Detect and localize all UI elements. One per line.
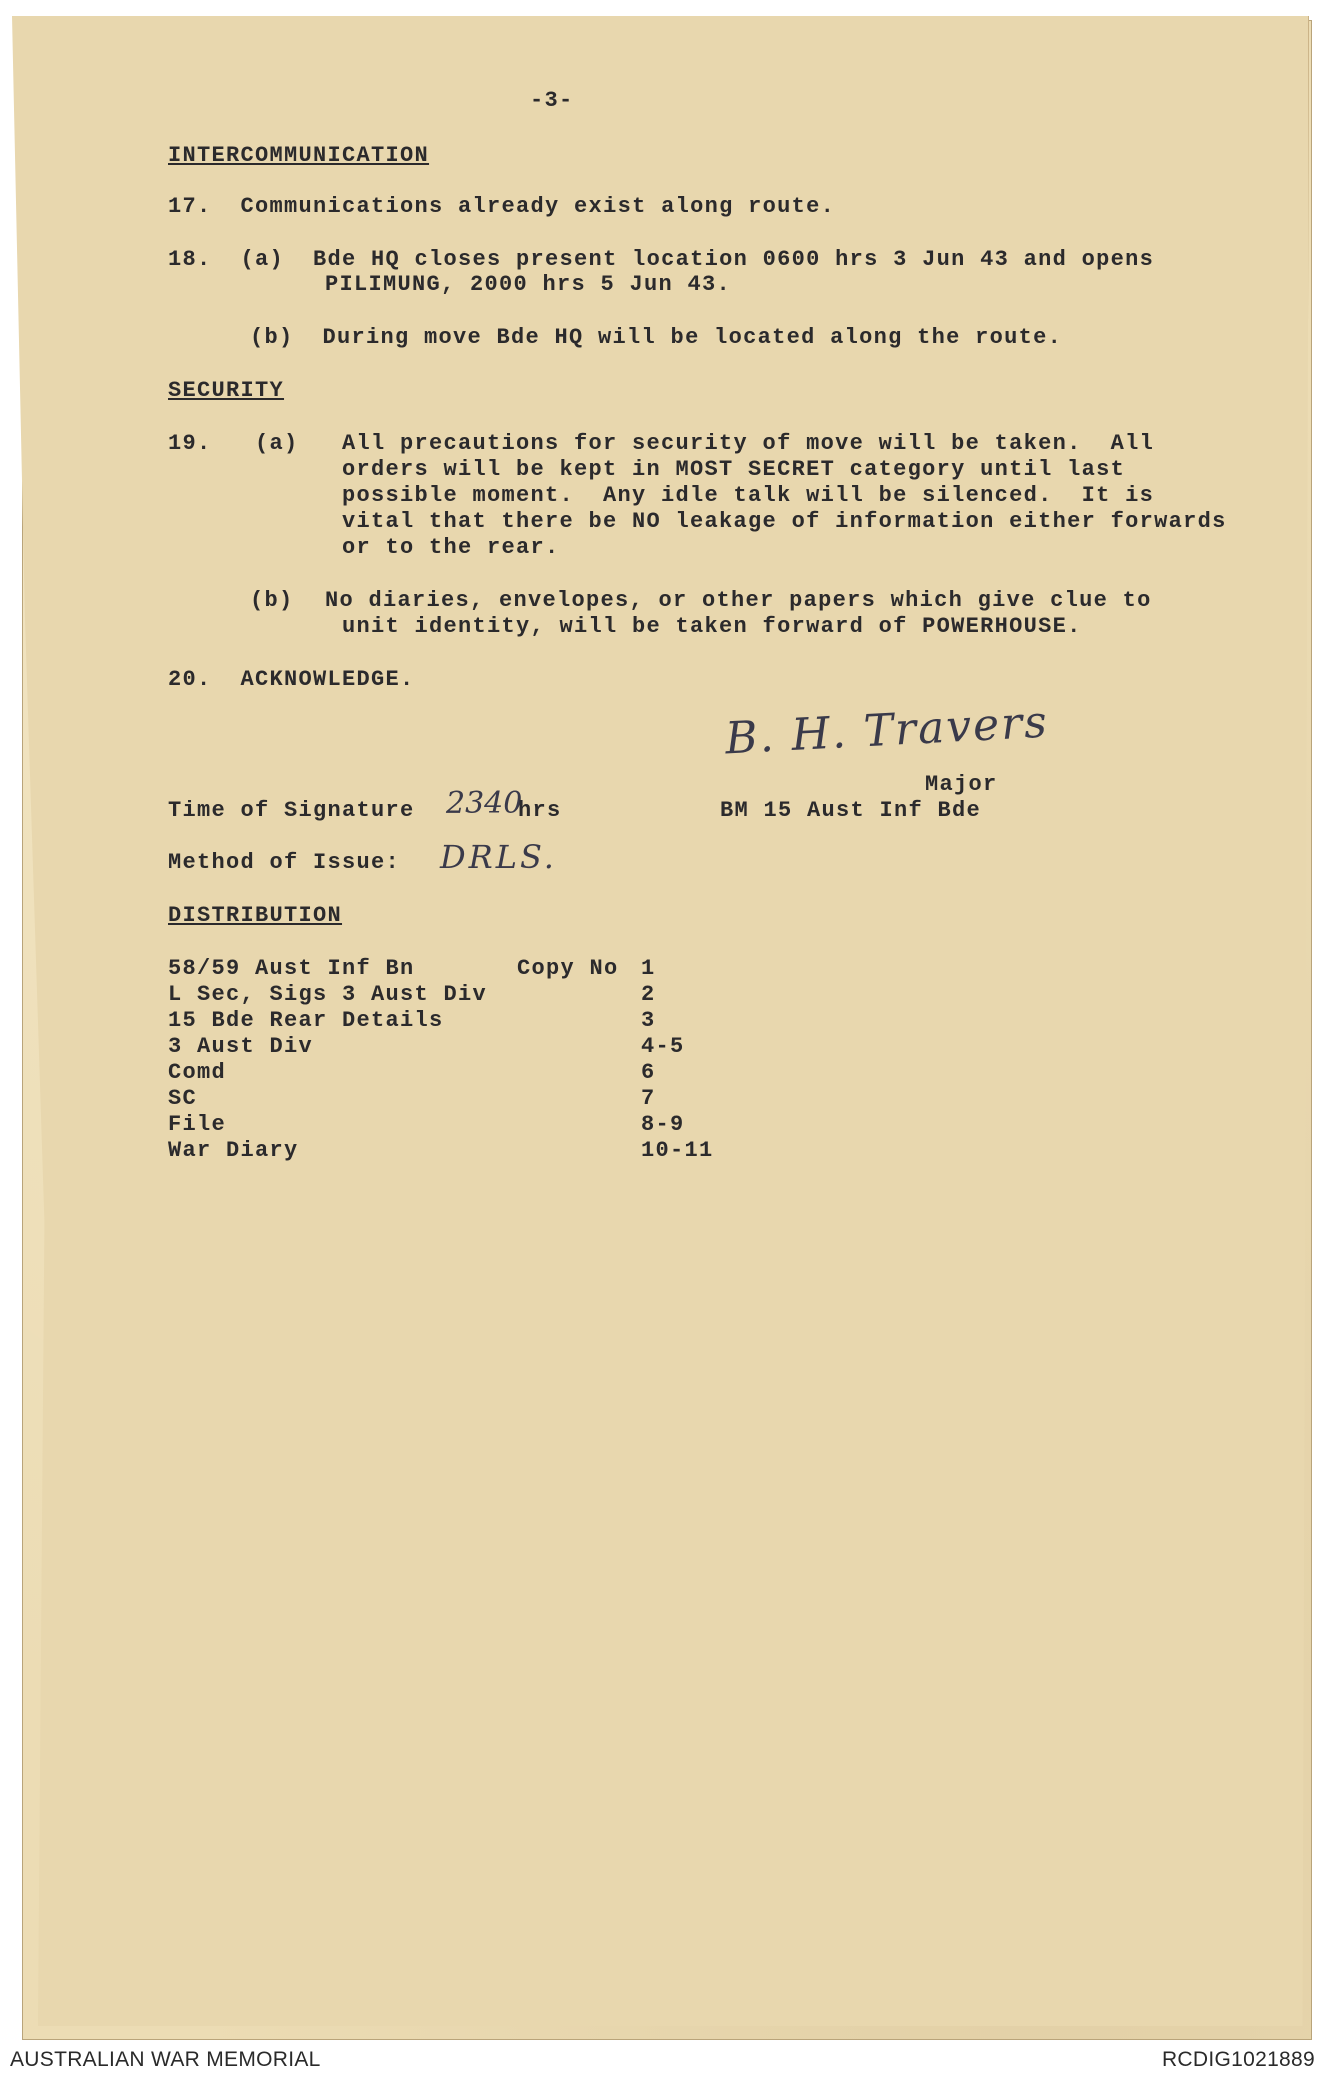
- heading-intercommunication: INTERCOMMUNICATION: [168, 143, 430, 168]
- time-of-signature-suffix: hrs: [518, 798, 562, 823]
- distribution-copy: 6: [641, 1060, 656, 1085]
- archive-credit: AUSTRALIAN WAR MEMORIAL: [10, 2048, 321, 2071]
- distribution-copy: 10-11: [641, 1138, 714, 1163]
- distribution-copy: 8-9: [641, 1112, 685, 1137]
- paragraph-17: 17. Communications already exist along route.: [168, 194, 836, 219]
- distribution-unit: L Sec, Sigs 3 Aust Div: [168, 982, 488, 1007]
- distribution-copy: 4-5: [641, 1034, 685, 1059]
- distribution-copy: 2: [641, 982, 656, 1007]
- paragraph-19b-number: (b): [250, 588, 294, 613]
- page-number: -3-: [530, 88, 574, 113]
- paragraph-19b-line-1: No diaries, envelopes, or other papers which give clue to: [325, 588, 1152, 613]
- paragraph-19a-line-2: orders will be kept in MOST SECRET category until last: [342, 457, 1126, 482]
- paragraph-19b-line-2: unit identity, will be taken forward of POWERHOUSE.: [342, 614, 1082, 639]
- distribution-unit: 3 Aust Div: [168, 1034, 314, 1059]
- paragraph-19a-number: 19. (a): [168, 431, 299, 456]
- paragraph-19a-line-3: possible moment. Any idle talk will be silenced. It is: [342, 483, 1155, 508]
- paragraph-18a-line-2: PILIMUNG, 2000 hrs 5 Jun 43.: [325, 272, 732, 297]
- heading-distribution: DISTRIBUTION: [168, 903, 343, 928]
- distribution-unit: War Diary: [168, 1138, 299, 1163]
- method-of-issue-label: Method of Issue:: [168, 850, 401, 875]
- distribution-copy: 3: [641, 1008, 656, 1033]
- signatory-title: BM 15 Aust Inf Bde: [720, 798, 982, 823]
- method-of-issue-value: DRLS.: [440, 838, 557, 876]
- paragraph-19a-line-5: or to the rear.: [342, 535, 560, 560]
- paragraph-18b: (b) During move Bde HQ will be located along the route.: [250, 325, 1063, 350]
- distribution-unit: SC: [168, 1086, 198, 1111]
- heading-security: SECURITY: [168, 378, 285, 403]
- time-of-signature-value: 2340: [446, 786, 523, 821]
- paragraph-18a-line-1: 18. (a) Bde HQ closes present location 0600 hrs 3 Jun 43 and opens: [168, 247, 1155, 272]
- distribution-unit: Comd: [168, 1060, 227, 1085]
- distribution-copy: 7: [641, 1086, 656, 1111]
- distribution-copy: 1: [641, 956, 656, 981]
- paragraph-20: 20. ACKNOWLEDGE.: [168, 667, 415, 692]
- paragraph-19a-line-1: All precautions for security of move will be taken. All: [342, 431, 1155, 456]
- handwritten-signature: B. H. Travers: [723, 696, 1050, 765]
- copy-number-header: Copy No: [517, 956, 619, 981]
- distribution-unit: 58/59 Aust Inf Bn: [168, 956, 415, 981]
- distribution-unit: File: [168, 1112, 227, 1137]
- archive-reference-id: RCDIG1021889: [1161, 2048, 1315, 2071]
- paragraph-19a-line-4: vital that there be NO leakage of information either forwards: [342, 509, 1227, 534]
- signatory-rank: Major: [925, 772, 998, 797]
- distribution-unit: 15 Bde Rear Details: [168, 1008, 444, 1033]
- time-of-signature-label: Time of Signature: [168, 798, 415, 823]
